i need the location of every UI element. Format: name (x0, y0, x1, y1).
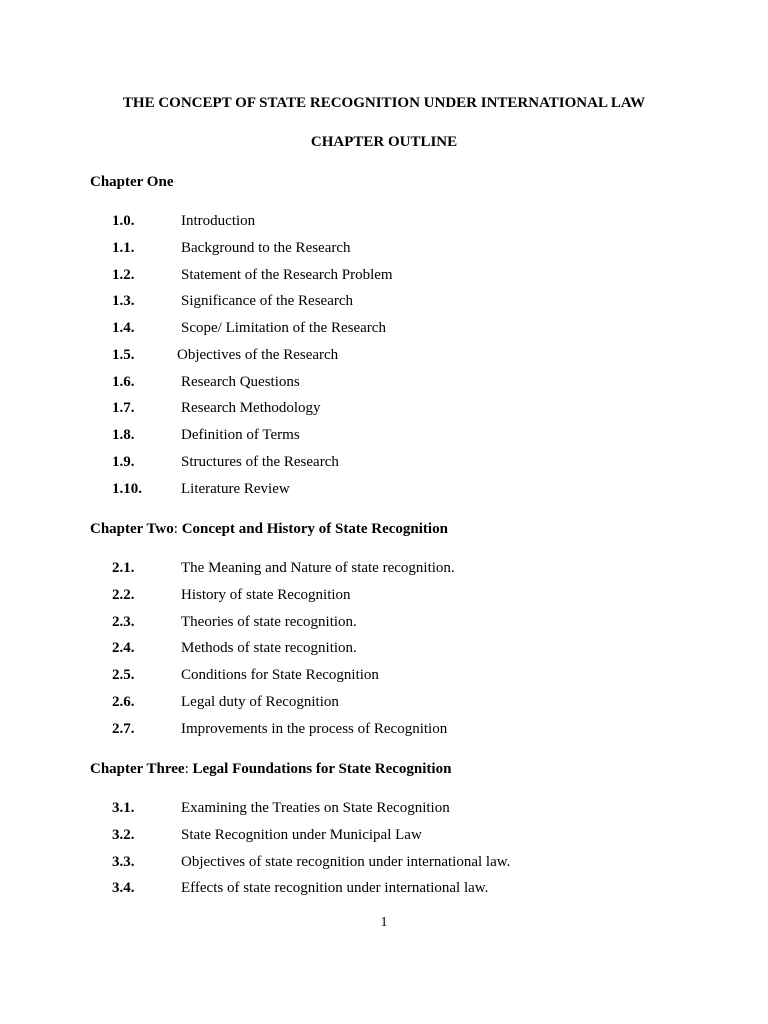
section-number: 1.0. (112, 213, 135, 229)
list-item (0, 585, 768, 612)
section-title: Scope/ Limitation of the Research (181, 320, 386, 336)
list-item (0, 425, 768, 452)
list-item (0, 345, 768, 372)
section-title: Research Questions (181, 373, 300, 390)
section-number: 3.2. (112, 826, 135, 843)
chapter-heading (90, 172, 173, 192)
chapter-two-section-list (0, 558, 768, 745)
section-title: History of state Recognition (181, 586, 351, 603)
list-item (0, 452, 768, 479)
section-number: 3.1. (112, 800, 135, 816)
section-number: 1.7. (112, 400, 135, 417)
section-number: 2.4. (112, 640, 135, 657)
section-title: Significance of the Research (181, 293, 354, 310)
section-title: Improvements in the process of Recognition (181, 720, 448, 737)
section-title: The Meaning and Nature of state recognition. (181, 560, 455, 576)
section-title: Conditions for State Recognition (181, 667, 379, 683)
section-title: Research Methodology (181, 400, 321, 417)
list-item (0, 211, 768, 238)
list-item (0, 398, 768, 425)
list-item (0, 238, 768, 265)
list-item (0, 692, 768, 719)
section-number: 3.4. (112, 880, 135, 897)
list-item (0, 479, 768, 506)
list-item (0, 558, 768, 585)
chapter-label: Chapter Three (90, 761, 185, 777)
section-title: Methods of state recognition. (181, 640, 357, 657)
list-item (0, 612, 768, 639)
section-number: 1.1. (112, 239, 135, 256)
list-item (0, 665, 768, 692)
list-item (0, 825, 768, 852)
section-number: 1.2. (112, 266, 135, 283)
section-title: Introduction (181, 213, 256, 229)
section-title: Legal duty of Recognition (181, 693, 339, 710)
list-item (0, 719, 768, 746)
chapter-separator: : (173, 521, 182, 537)
section-title: Examining the Treaties on State Recognition (181, 800, 450, 816)
section-title: Objectives of state recognition under international law. (181, 853, 511, 870)
document-title: THE CONCEPT OF STATE RECOGNITION UNDER INTERNATIONAL LAW (122, 95, 646, 111)
section-number: 2.6. (112, 693, 135, 710)
section-number: 2.5. (112, 667, 135, 683)
document-subtitle: CHAPTER OUTLINE (310, 134, 458, 150)
section-number: 2.1. (112, 560, 135, 576)
section-number: 1.8. (112, 427, 135, 443)
list-item (0, 798, 768, 825)
list-item (0, 638, 768, 665)
section-number: 1.3. (112, 293, 135, 310)
section-title: Effects of state recognition under international law. (181, 880, 489, 897)
list-item (0, 318, 768, 345)
chapter-heading (90, 759, 451, 779)
section-title: Objectives of the Research (177, 346, 339, 363)
section-title: Statement of the Research Problem (181, 266, 393, 283)
section-number: 2.3. (112, 613, 135, 630)
list-item (0, 265, 768, 292)
section-title: Background to the Research (181, 239, 351, 256)
section-title: State Recognition under Municipal Law (181, 826, 422, 843)
page-number: 1 (380, 915, 388, 930)
chapter-title: Legal Foundations for State Recognition (192, 761, 452, 777)
section-number: 1.4. (112, 320, 135, 336)
section-number: 1.9. (112, 453, 135, 470)
chapter-label: Chapter One (90, 174, 174, 190)
section-title: Structures of the Research (181, 453, 339, 470)
list-item (0, 291, 768, 318)
section-number: 1.6. (112, 373, 135, 390)
section-title: Theories of state recognition. (181, 613, 357, 630)
list-item (0, 852, 768, 879)
section-title: Literature Review (181, 480, 290, 497)
list-item (0, 372, 768, 399)
list-item (0, 878, 768, 905)
section-number: 3.3. (112, 853, 135, 870)
section-number: 2.2. (112, 586, 135, 603)
chapter-title: Concept and History of State Recognition (181, 521, 448, 537)
section-title: Definition of Terms (181, 427, 300, 443)
chapter-one-section-list (0, 211, 768, 505)
chapter-separator: : (184, 761, 193, 777)
chapter-label: Chapter Two (90, 521, 174, 537)
section-number: 1.10. (112, 480, 142, 497)
chapter-heading (90, 519, 448, 539)
section-number: 1.5. (112, 346, 135, 363)
chapter-three-section-list (0, 798, 768, 905)
section-number: 2.7. (112, 720, 135, 737)
